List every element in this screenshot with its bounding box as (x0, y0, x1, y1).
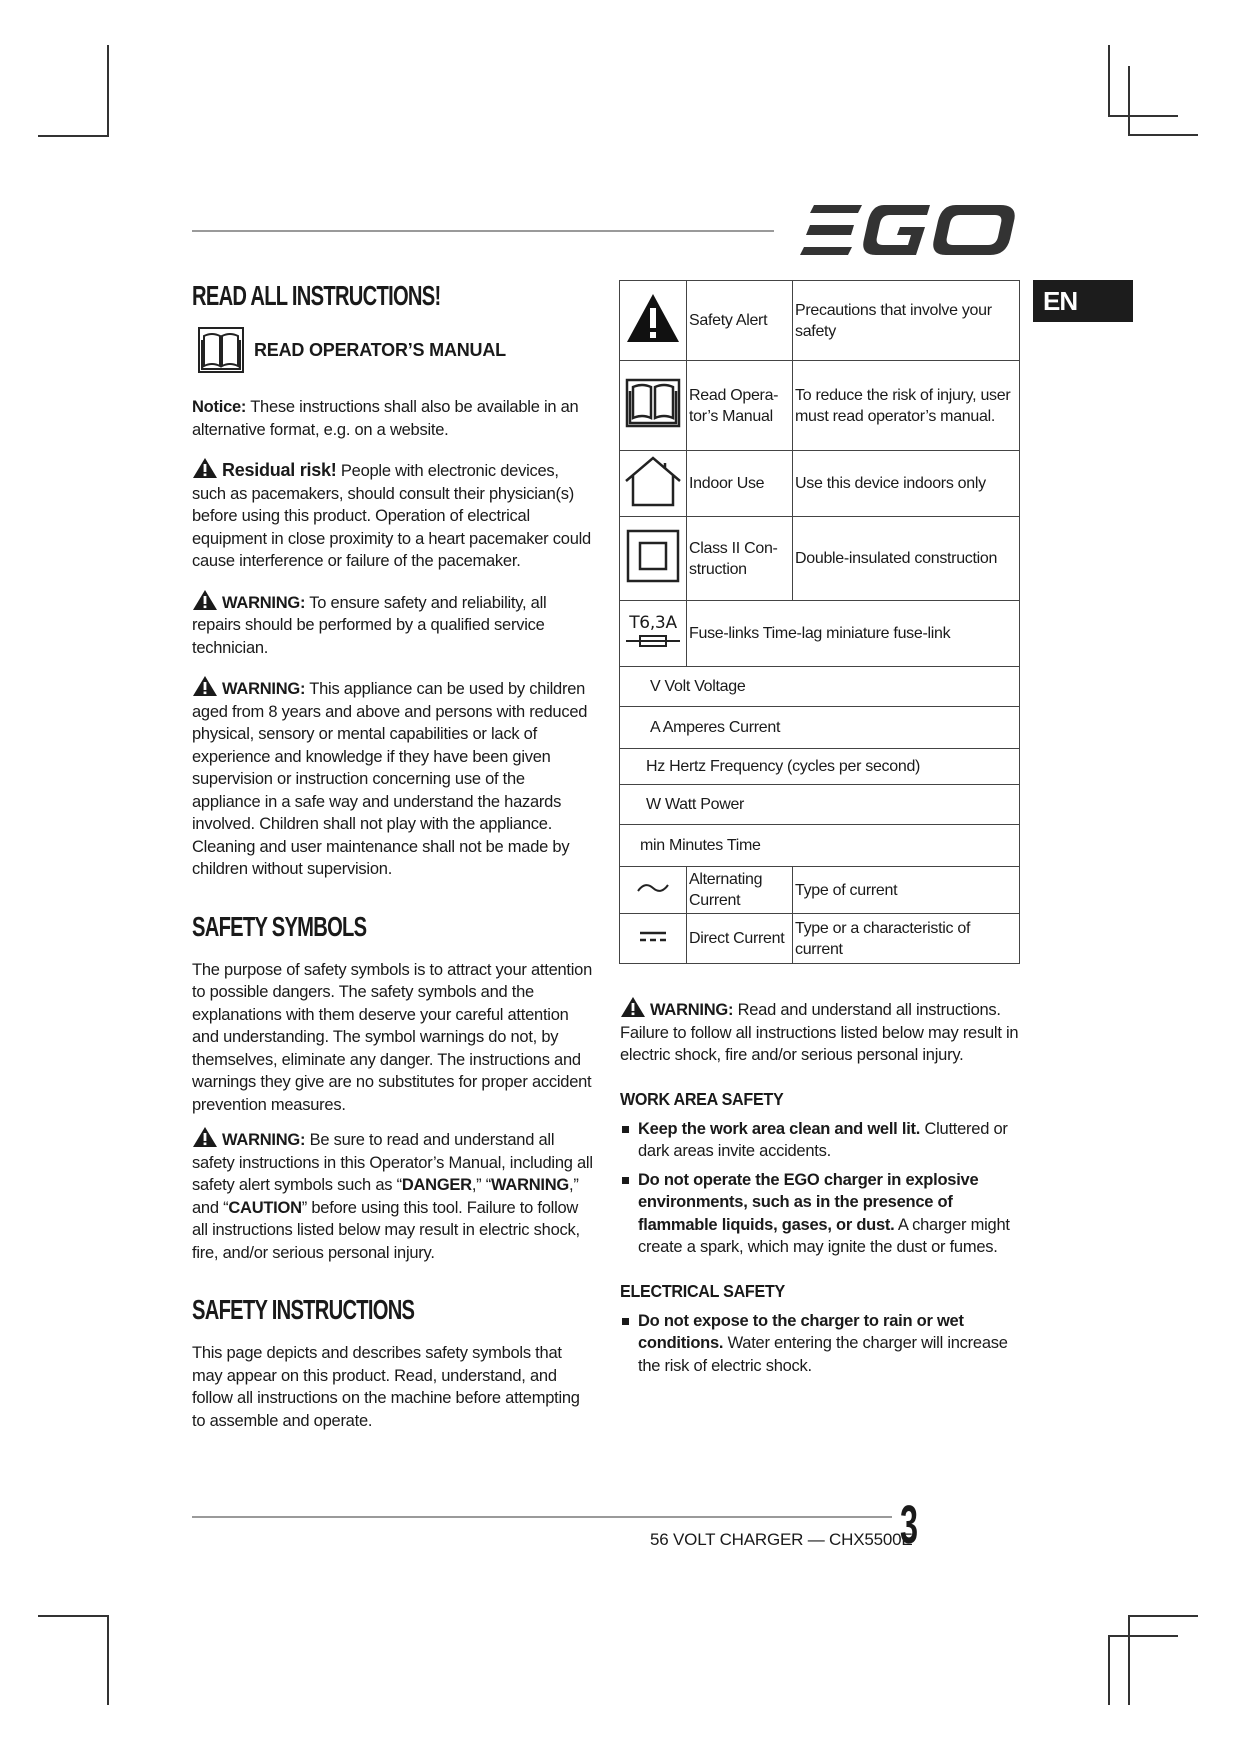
table-row (620, 281, 1020, 361)
symbol-desc: Use this device indoors only (793, 451, 1020, 517)
class-ii-icon (625, 528, 681, 584)
safety-instructions-heading: SAFETY INSTRUCTIONS (192, 1294, 415, 1325)
list-item: Keep the work area clean and well lit. Cluttered or dark areas invite accidents. (620, 1118, 1020, 1163)
warning-triangle-icon (192, 589, 218, 611)
manual-book-icon (625, 378, 681, 428)
symbol-desc: To reduce the risk of injury, user must read operator’s manual. (793, 361, 1020, 451)
crop-mark (107, 1615, 109, 1705)
electrical-safety-list (620, 1310, 1020, 1378)
unit-row: W Watt Power (620, 785, 1020, 825)
table-row (620, 867, 1020, 914)
table-row (620, 601, 1020, 667)
table-row (620, 451, 1020, 517)
work-area-list (620, 1118, 1020, 1259)
crop-mark (38, 135, 108, 137)
header-rule (192, 230, 774, 232)
crop-mark (1108, 45, 1110, 117)
symbol-name: Alternating Current (687, 867, 793, 914)
safety-alert-icon (625, 292, 681, 344)
direct-current-icon (638, 929, 668, 943)
safety-instructions-paragraph: This page depicts and describes safety symbols that may appear on this product. Read, understand, and follow all instructions on the machine before attempting to assemble and operate. (192, 1344, 580, 1430)
warning-triangle-icon (192, 457, 218, 479)
symbol-name-and-desc: Fuse-links Time-lag miniature fuse-link (687, 601, 1020, 667)
table-row (620, 785, 1020, 825)
table-row (620, 667, 1020, 707)
list-item: Do not operate the EGO charger in explosive environments, such as in the presence of flammable liquids, gases, or dust. A charger might create a spark, which may ignite the dust or fumes. (620, 1169, 1020, 1259)
footer-rule (192, 1516, 892, 1518)
symbol-name: Indoor Use (687, 451, 793, 517)
house-icon (623, 455, 683, 507)
unit-row: A Amperes Current (620, 707, 1020, 749)
alternating-current-icon (636, 881, 670, 895)
crop-mark (38, 1615, 108, 1617)
residual-risk-paragraph: Residual risk! People with electronic devices, such as pacemakers, should consult their physician(s) before using this product. Operation of electrical equipment in close proximity to a heart pacemaker could cause interference or failure of the pacemaker. (192, 457, 594, 573)
symbol-desc: Type of current (793, 867, 1020, 914)
ego-logo (800, 205, 1018, 257)
symbol-desc: Double-insulated construction (793, 517, 1020, 601)
notice-paragraph: Notice: These instructions shall also be available in an alternative format, e.g. on a website. (192, 398, 579, 439)
symbol-name: Class II Construction (687, 517, 793, 601)
page-number: 3 (900, 1495, 919, 1555)
symbol-name: Safety Alert (687, 281, 793, 361)
table-row (620, 825, 1020, 867)
unit-row: Hz Hertz Frequency (cycles per second) (620, 749, 1020, 785)
crop-mark (1128, 66, 1130, 136)
safety-symbols-heading: SAFETY SYMBOLS (192, 910, 367, 942)
table-row (620, 707, 1020, 749)
read-manual-row (198, 326, 594, 374)
children-warning-paragraph: WARNING: This appliance can be used by children aged from 8 years and above and persons with reduced physical, sensory or mental capabilities or lack of experience and knowledge if they have been given supervision or instruction concerning use of the appliance in a safe way and understand the hazards involved. Children shall not play with the appliance. Cleaning and user maintenance shall not be made by children without supervision. (192, 675, 594, 881)
read-all-heading: READ ALL INSTRUCTIONS! (192, 280, 441, 311)
work-area-heading: WORK AREA SAFETY (620, 1088, 784, 1109)
safety-symbol-table (619, 280, 1020, 964)
read-safety-warning-paragraph: WARNING: Be sure to read and understand all safety instructions in this Operator’s Manual, including all safety alert symbols such as “DANGER,” “WARNING,” and “CAUTION” before using this tool. Failure to follow all instructions listed below may result in electric shock, fire, and/or serious personal injury. (192, 1126, 594, 1264)
electrical-safety-heading: ELECTRICAL SAFETY (620, 1280, 785, 1301)
crop-mark (1128, 134, 1198, 136)
table-row (620, 517, 1020, 601)
read-manual-label: READ OPERATOR’S MANUAL (254, 339, 506, 360)
read-instructions-warning: WARNING: Read and understand all instructions. Failure to follow all instructions listed below may result in electric shock, fire and/or serious personal injury. (620, 996, 1020, 1067)
safety-symbols-paragraph: The purpose of safety symbols is to attract your attention to possible dangers. The safety symbols and the explanations with them deserve your careful attention and understanding. The symbol warnings do not, by themselves, eliminate any danger. The instructions and warnings they give are no substitutes for proper accident prevention measures. (192, 960, 593, 1114)
manual-book-icon (198, 326, 244, 374)
symbol-name: Direct Current (687, 914, 793, 964)
notice-lead: Notice: (192, 398, 247, 416)
language-tab: EN (1033, 280, 1133, 322)
crop-mark (1108, 1635, 1110, 1705)
crop-mark (107, 45, 109, 137)
right-column (620, 996, 1020, 1383)
symbol-name: Read Operator’s Manual (687, 361, 793, 451)
left-column (192, 280, 594, 1432)
crop-mark (1128, 1615, 1198, 1617)
unit-row: V Volt Voltage (620, 667, 1020, 707)
fuse-icon: T6,3A (620, 614, 686, 654)
list-item: Do not expose to the charger to rain or wet conditions. Water entering the charger will increase the risk of electric shock. (620, 1310, 1020, 1378)
crop-mark (1108, 115, 1178, 117)
warning-triangle-icon (620, 996, 646, 1018)
footer-title: 56 VOLT CHARGER — CHX5500E (650, 1530, 913, 1549)
table-row (620, 361, 1020, 451)
warning-triangle-icon (192, 675, 218, 697)
unit-row: min Minutes Time (620, 825, 1020, 867)
warning-triangle-icon (192, 1126, 218, 1148)
symbol-desc: Precautions that involve your safety (793, 281, 1020, 361)
crop-mark (1108, 1635, 1178, 1637)
symbol-desc: Type or a characteristic of current (793, 914, 1020, 964)
repair-warning-paragraph: WARNING: To ensure safety and reliability, all repairs should be performed by a qualified service technician. (192, 589, 594, 660)
table-row (620, 749, 1020, 785)
table-row (620, 914, 1020, 964)
crop-mark (1128, 1615, 1130, 1705)
